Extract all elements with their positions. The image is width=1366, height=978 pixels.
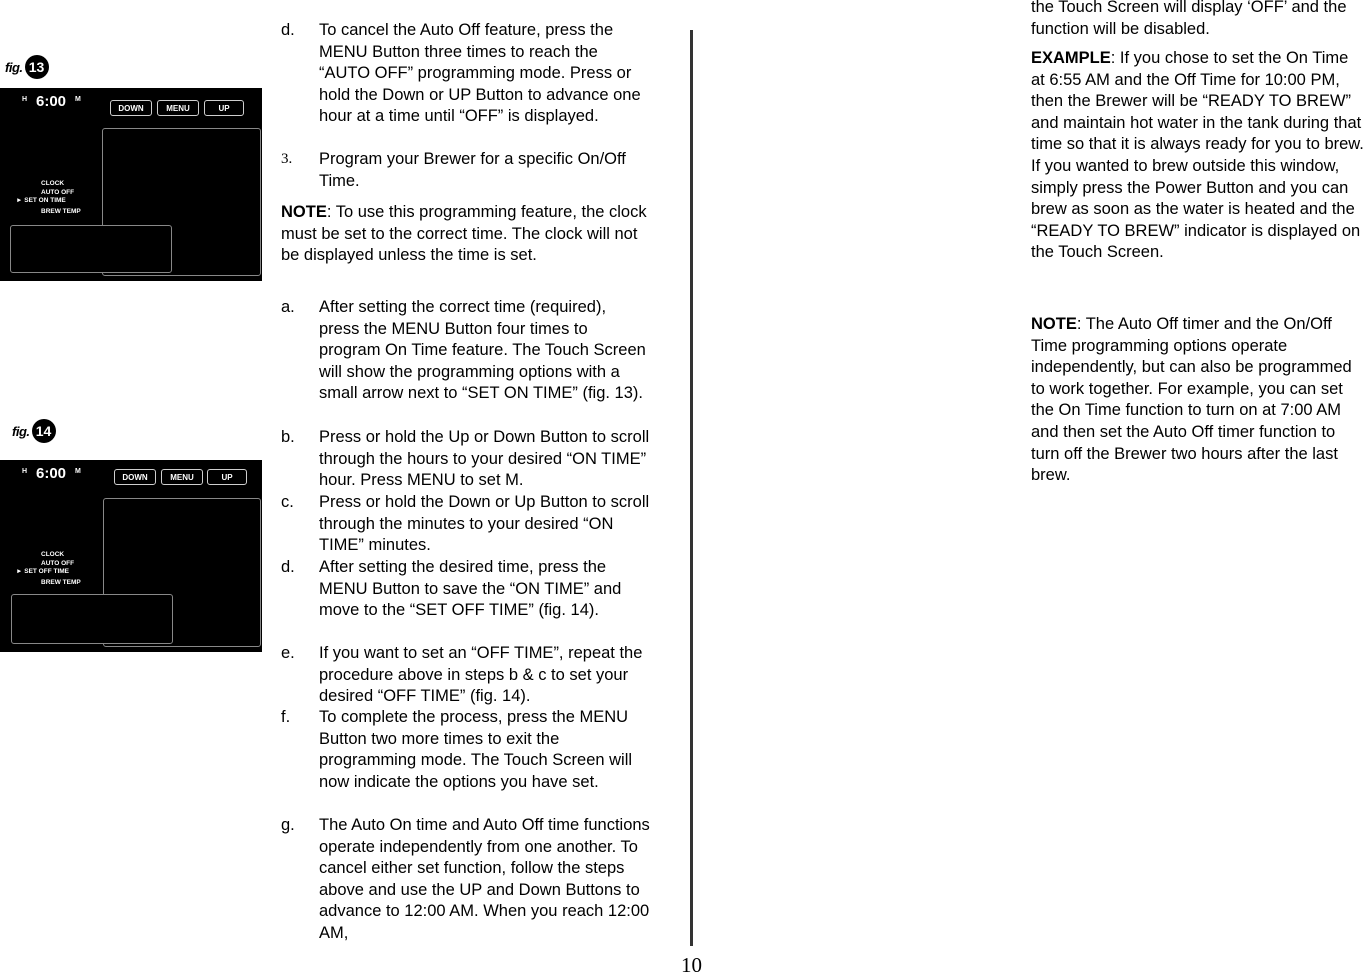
fig-14-prefix: fig.	[12, 423, 30, 439]
item-marker: f.	[281, 708, 291, 726]
item-text: Press or hold the Up or Down Button to scroll through the hours to your desired “ON TIME” hour. Press MENU to set M.	[319, 428, 650, 490]
note-paragraph-right	[1031, 314, 1366, 487]
option-brew-temp: BREW TEMP	[41, 579, 81, 586]
list-item	[281, 427, 661, 493]
option-set-on-time: ► SET ON TIME	[16, 197, 66, 204]
down-button: DOWN	[110, 100, 152, 116]
option-clock: CLOCK	[41, 180, 65, 187]
menu-button: MENU	[157, 100, 199, 116]
column-divider	[690, 30, 693, 946]
fig-13-label	[5, 55, 49, 79]
list-item	[281, 707, 661, 817]
list-item	[281, 815, 661, 947]
list-item	[281, 492, 661, 558]
item-marker: g.	[281, 816, 295, 834]
option-auto-off: AUTO OFF	[41, 189, 75, 196]
item-text: After setting the correct time (required), press the MENU Button four times to program On Time feature. The Touch Screen will show the programming options with a small arrow next to “SET ON TIME” (fig. 13).	[319, 298, 646, 403]
example-text: : If you chose to set the On Time at 6:55 AM and the Off Time for 10:00 PM, then the Brewer will be “READY TO BREW” and maintain hot water in the tank during that time so that it is always ready for you to brew. If you wanted to brew outside this window, simply press the Power Button and you can brew as soon as the water is heated and the “READY TO BREW” indicator is displayed on the Touch Screen.	[1031, 49, 1364, 262]
fig-14-number: 14	[32, 419, 56, 443]
clock-display: 6:00	[36, 465, 67, 482]
item-text: To complete the process, press the MENU Button two more times to exit the programming mode. The Touch Screen will now indicate the options you have set.	[319, 708, 633, 791]
up-button: UP	[207, 469, 247, 485]
option-set-off-time: ► SET OFF TIME	[16, 568, 70, 575]
option-brew-temp: BREW TEMP	[41, 208, 81, 215]
display-panel-bottom	[10, 225, 172, 273]
display-panel-bottom	[11, 594, 173, 644]
fig-14-screen	[0, 460, 262, 652]
clock-display: 6:00	[36, 93, 67, 110]
fig-14-label	[12, 419, 56, 443]
list-item	[281, 149, 661, 194]
list-item	[281, 643, 661, 709]
item-text: After setting the desired time, press the MENU Button to save the “ON TIME” and move to the “SET OFF TIME” (fig. 14).	[319, 558, 622, 620]
down-button: DOWN	[114, 469, 156, 485]
item-text: If you want to set an “OFF TIME”, repeat the procedure above in steps b & c to set your desired “OFF TIME” (fig. 14).	[319, 644, 643, 706]
note-paragraph	[281, 202, 659, 267]
fig-13-screen	[0, 88, 262, 281]
item-marker: c.	[281, 493, 294, 511]
up-button: UP	[204, 100, 244, 116]
note-label: NOTE	[281, 203, 327, 221]
item-text: To cancel the Auto Off feature, press the MENU Button three times to reach the “AUTO OFF” programming mode. Press or hold the Down or UP Button to advance one hour at a time until “OFF” is displayed.	[319, 21, 641, 126]
list-item	[281, 557, 661, 645]
note-text: : The Auto Off timer and the On/Off Time programming options operate independently, but can also be programmed to work together. For example, you can set the On Time function to turn on at 7:00 AM and then set the Auto Off timer function to turn off the Brewer two hours after the last brew.	[1031, 315, 1352, 485]
continuation-paragraph: the Touch Screen will display ‘OFF’ and the function will be disabled.	[1031, 0, 1347, 38]
option-clock: CLOCK	[41, 551, 65, 558]
hour-indicator: H	[22, 96, 28, 103]
item-text: Program your Brewer for a specific On/Off Time.	[319, 150, 626, 190]
fig-13-number: 13	[25, 55, 49, 79]
item-marker: a.	[281, 298, 295, 316]
page-number: 10	[681, 953, 702, 977]
list-item	[281, 297, 661, 427]
item-text: Press or hold the Down or Up Button to scroll through the minutes to your desired “ON TIME” minutes.	[319, 493, 650, 555]
item-marker: d.	[281, 21, 295, 39]
item-marker: d.	[281, 558, 295, 576]
minute-indicator: M	[75, 96, 81, 103]
example-label: EXAMPLE	[1031, 49, 1111, 67]
minute-indicator: M	[75, 468, 81, 475]
item-text: The Auto On time and Auto Off time functions operate independently from one another. To cancel either set function, follow the steps above and use the UP and Down Buttons to advance to 12:00 AM. When you reach 12:00 AM,	[319, 816, 650, 942]
option-auto-off: AUTO OFF	[41, 560, 75, 567]
item-marker: 3.	[281, 151, 293, 167]
note-text: : To use this programming feature, the clock must be set to the correct time. The clock will not be displayed unless the time is set.	[281, 203, 647, 265]
fig-13-prefix: fig.	[5, 59, 23, 75]
item-marker: e.	[281, 644, 295, 662]
hour-indicator: H	[22, 468, 28, 475]
menu-button: MENU	[161, 469, 203, 485]
example-paragraph	[1031, 48, 1366, 264]
note-label: NOTE	[1031, 315, 1077, 333]
list-item	[281, 20, 661, 150]
item-marker: b.	[281, 428, 295, 446]
